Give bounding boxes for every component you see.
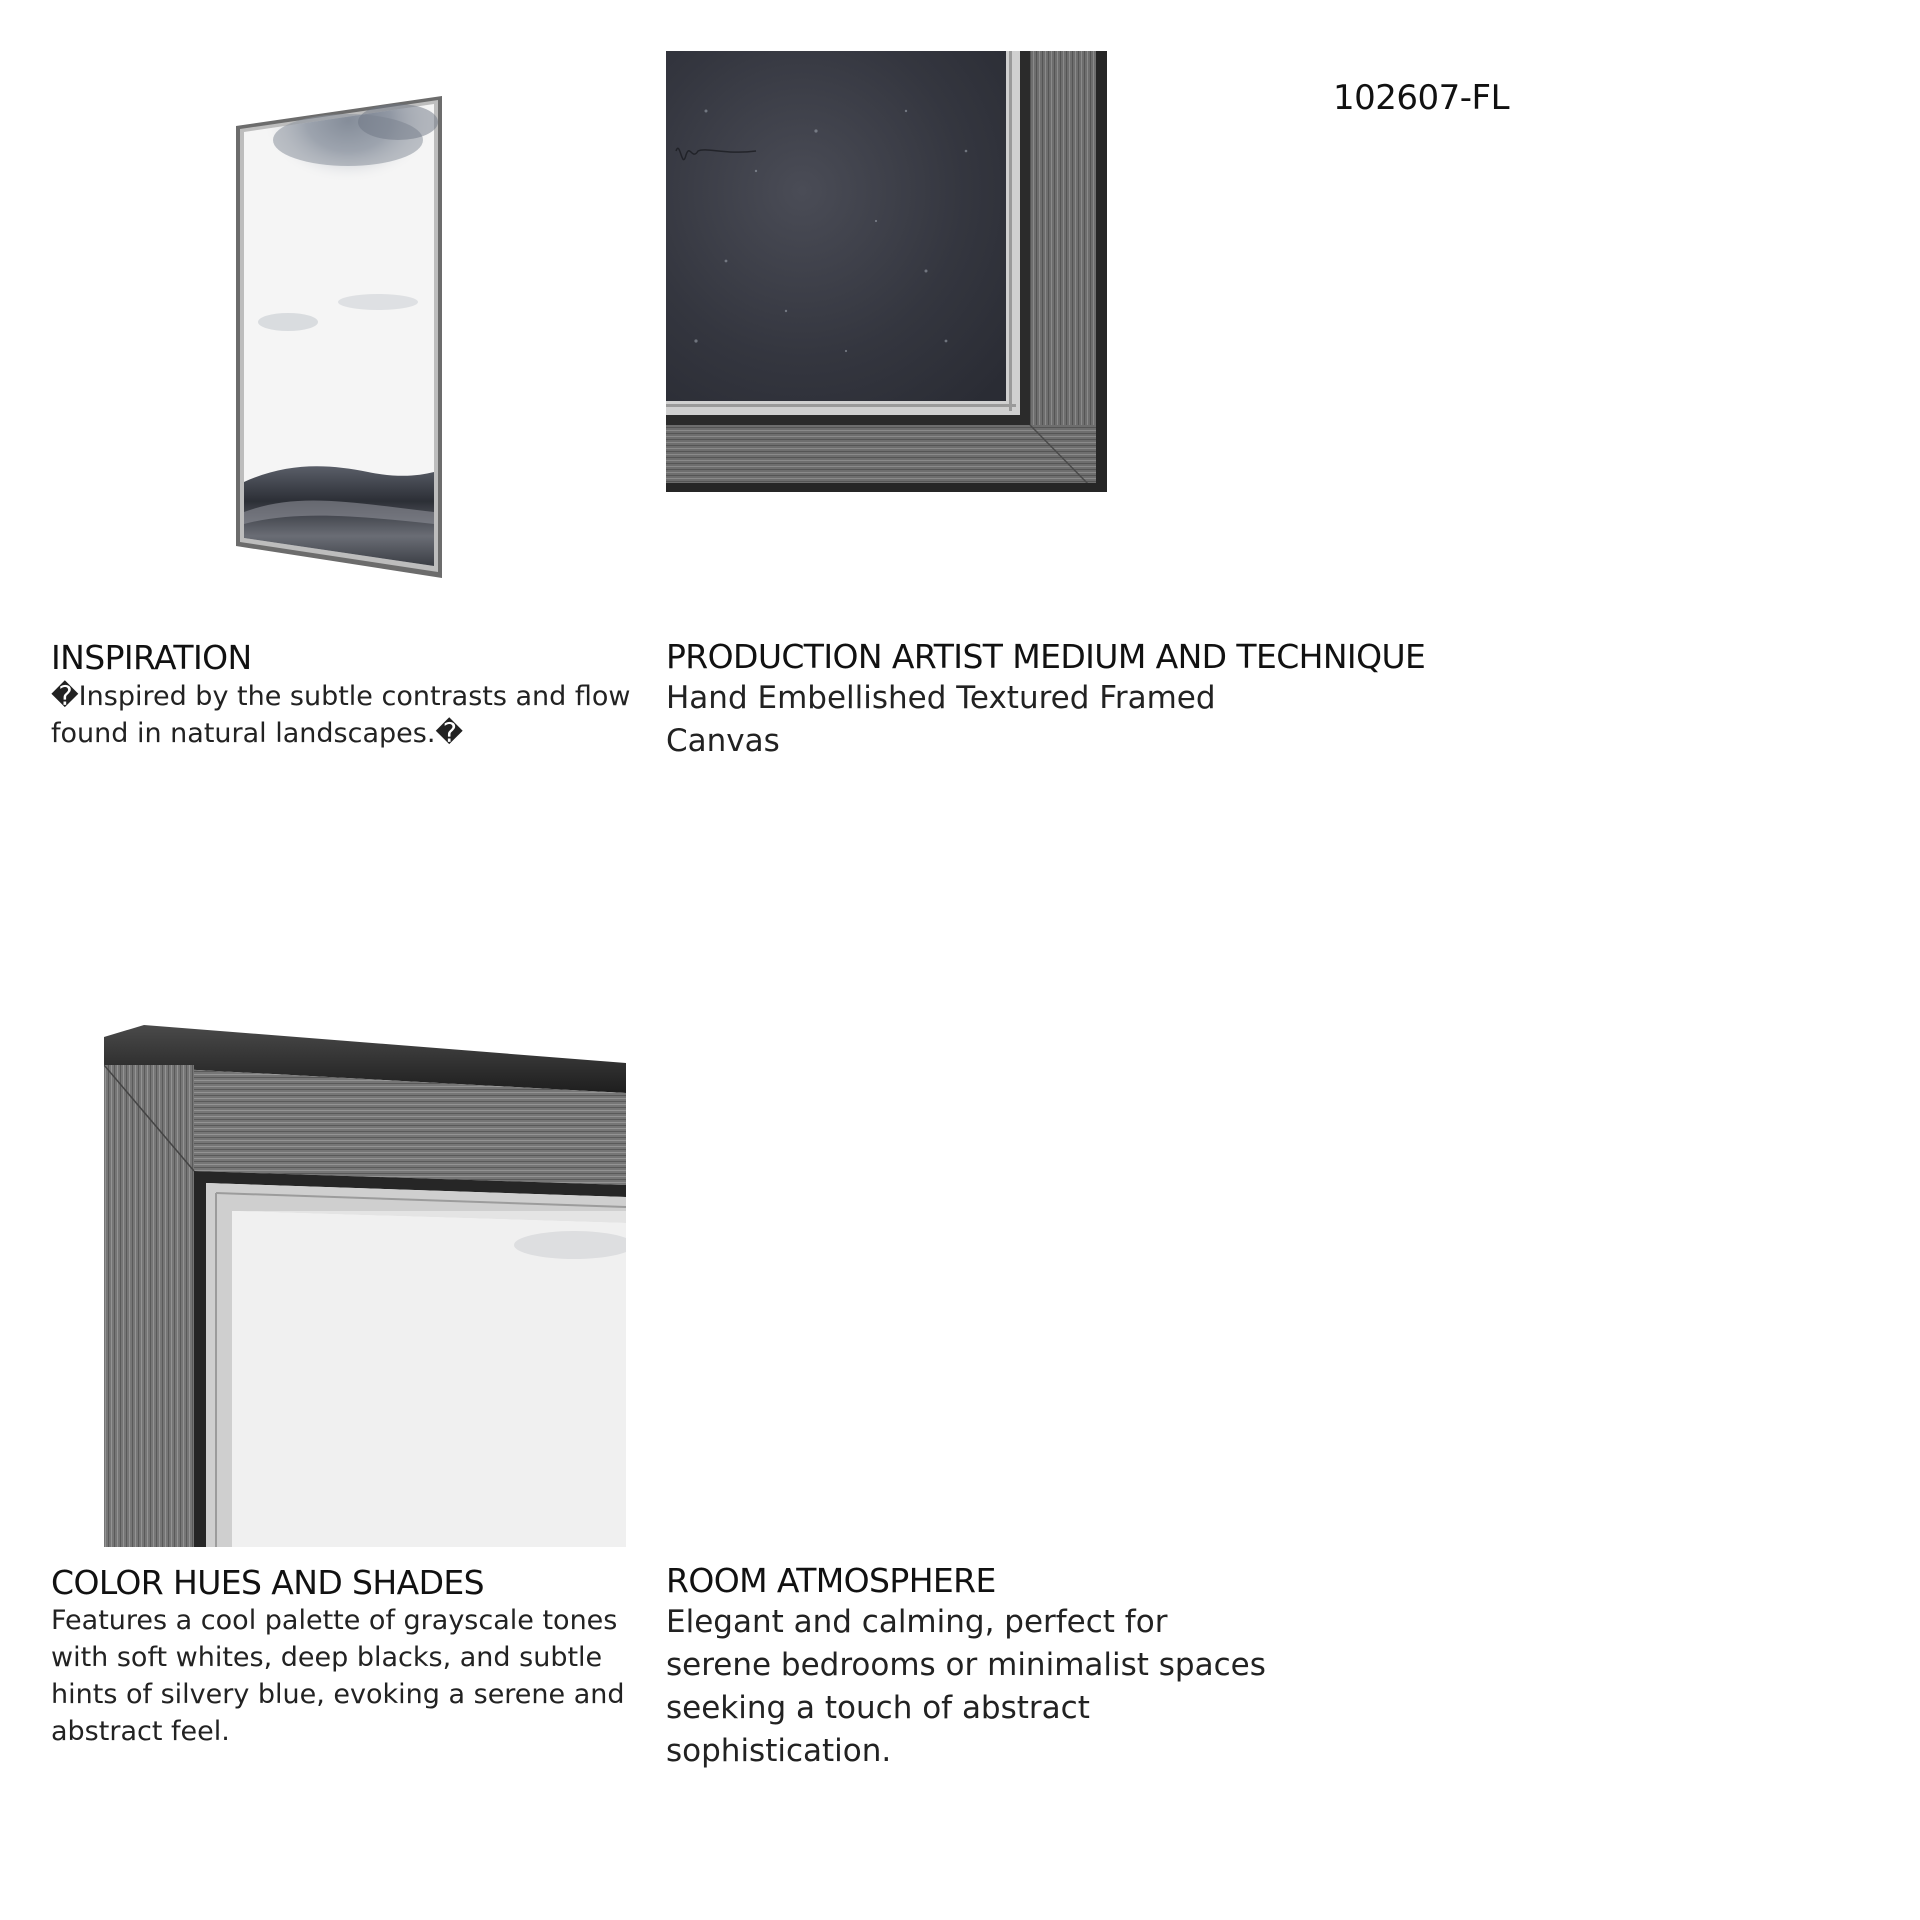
medium-text: [666, 677, 1226, 763]
room-text: Elegant and calming, perfect for serene bedrooms or minimalist spaces seeking a touch of abstract sophistication.: [666, 1604, 1266, 1769]
inspiration-heading: INSPIRATION: [51, 638, 252, 677]
medium-text-line-2: Canvas: [666, 723, 780, 759]
medium-heading: PRODUCTION ARTIST MEDIUM AND TECHNIQUE: [666, 637, 1426, 676]
product-image-light-corner: [104, 1025, 626, 1547]
color-heading: COLOR HUES AND SHADES: [51, 1563, 484, 1602]
color-text: Features a cool palette of grayscale tones with soft whites, deep blacks, and subtle hints of silvery blue, evoking a serene and abstract feel.: [51, 1605, 625, 1747]
room-heading: ROOM ATMOSPHERE: [666, 1561, 996, 1600]
inspiration-text: �Inspired by the subtle contrasts and flow found in natural landscapes.�: [51, 681, 631, 749]
medium-text-line-1: Hand Embellished Textured Framed: [666, 680, 1216, 716]
product-image-full: [228, 92, 450, 578]
product-image-dark-corner: [666, 51, 1107, 492]
product-sku: 102607-FL: [1333, 78, 1510, 118]
frame-corner-dark-image: [666, 51, 1107, 492]
framed-artwork-image: [228, 92, 450, 578]
frame-corner-light-image: [104, 1025, 626, 1547]
